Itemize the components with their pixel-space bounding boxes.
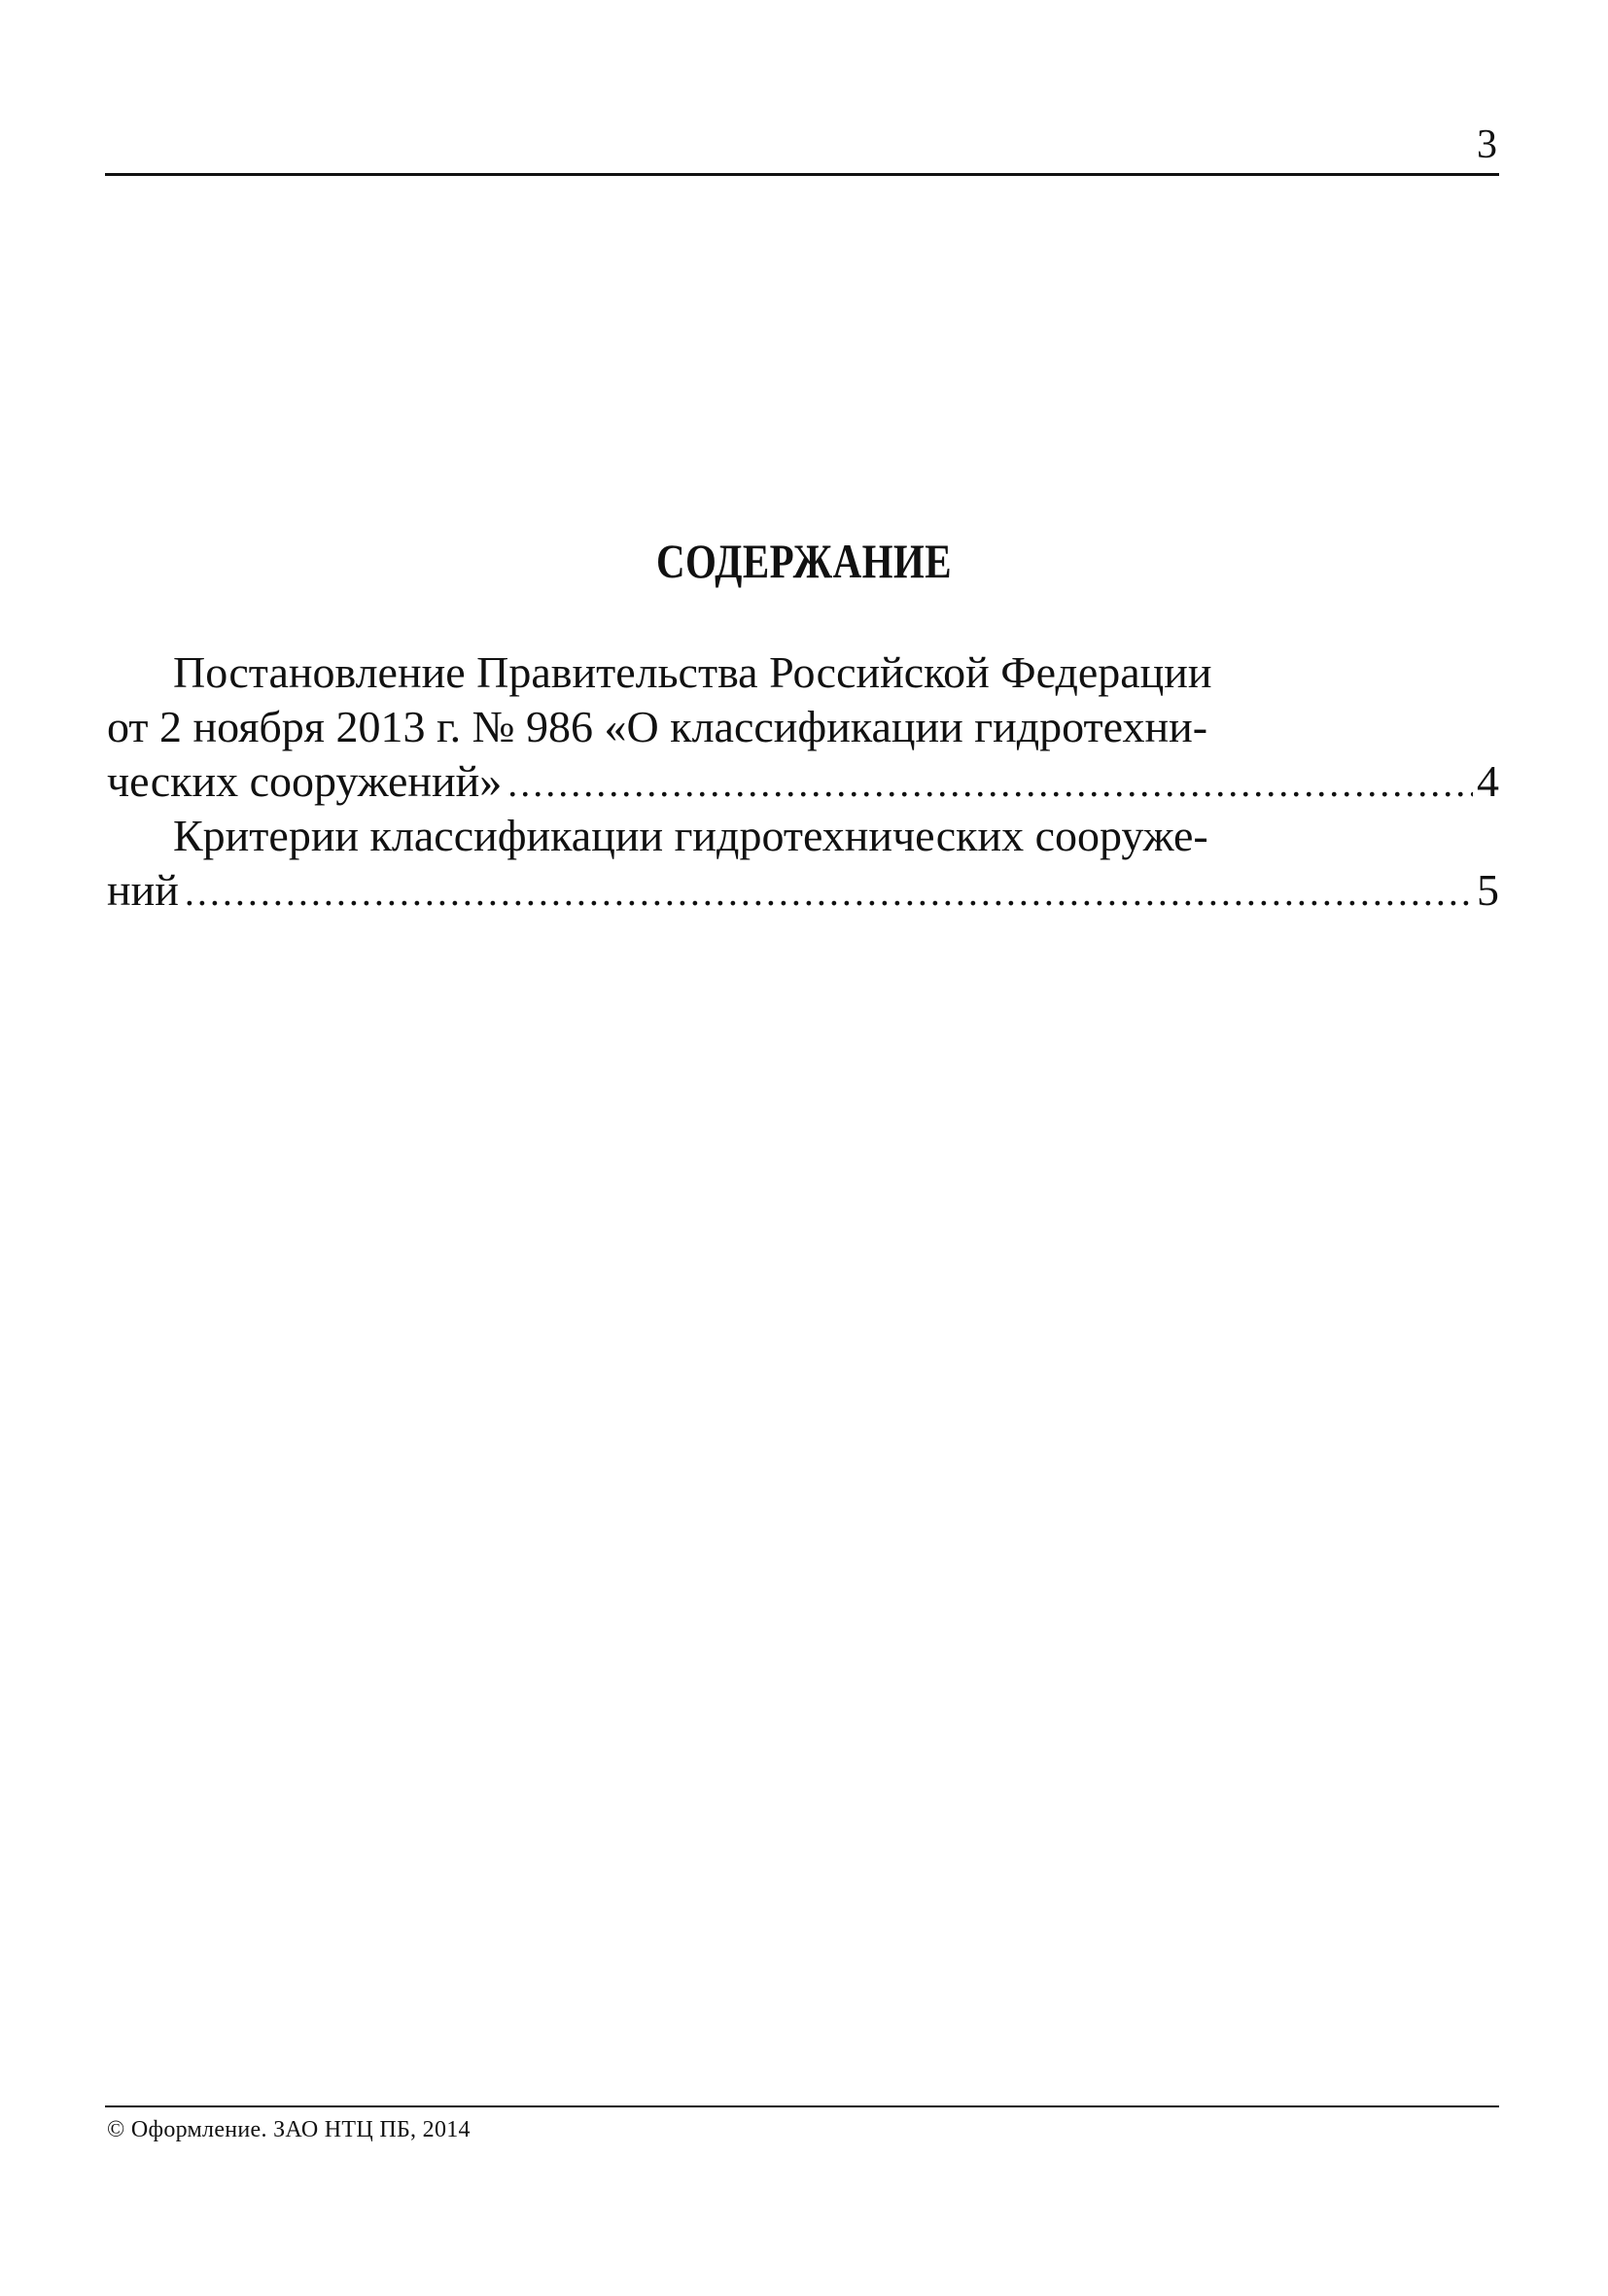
toc-entry-text-line: Постановление Правительства Российской Федерации <box>173 647 1212 697</box>
toc-entry-text-line: ний <box>107 865 179 915</box>
header-rule <box>105 173 1499 176</box>
toc-entry-leader-line <box>107 863 1499 918</box>
toc-entry-text-line: Критерии классификации гидротехнических сооруже- <box>173 811 1208 860</box>
toc-entry-leader-line <box>107 754 1499 809</box>
toc-entry-page-number: 4 <box>1477 756 1499 806</box>
footer-rule <box>105 2105 1499 2107</box>
toc-entry[interactable] <box>107 645 1499 809</box>
dot-leader <box>507 756 1473 811</box>
toc-entry-page-number: 5 <box>1477 865 1499 915</box>
table-of-contents <box>107 645 1499 918</box>
dot-leader <box>185 865 1473 920</box>
toc-entry-text-line: ческих сооружений» <box>107 756 503 806</box>
footer-copyright: © Оформление. ЗАО НТЦ ПБ, 2014 <box>107 2117 471 2142</box>
toc-title: СОДЕРЖАНИЕ <box>655 534 952 588</box>
page-number: 3 <box>1477 122 1497 167</box>
toc-entry[interactable] <box>107 809 1499 918</box>
toc-entry-text-line: от 2 ноября 2013 г. № 986 «О классификации гидротехни- <box>107 702 1208 751</box>
